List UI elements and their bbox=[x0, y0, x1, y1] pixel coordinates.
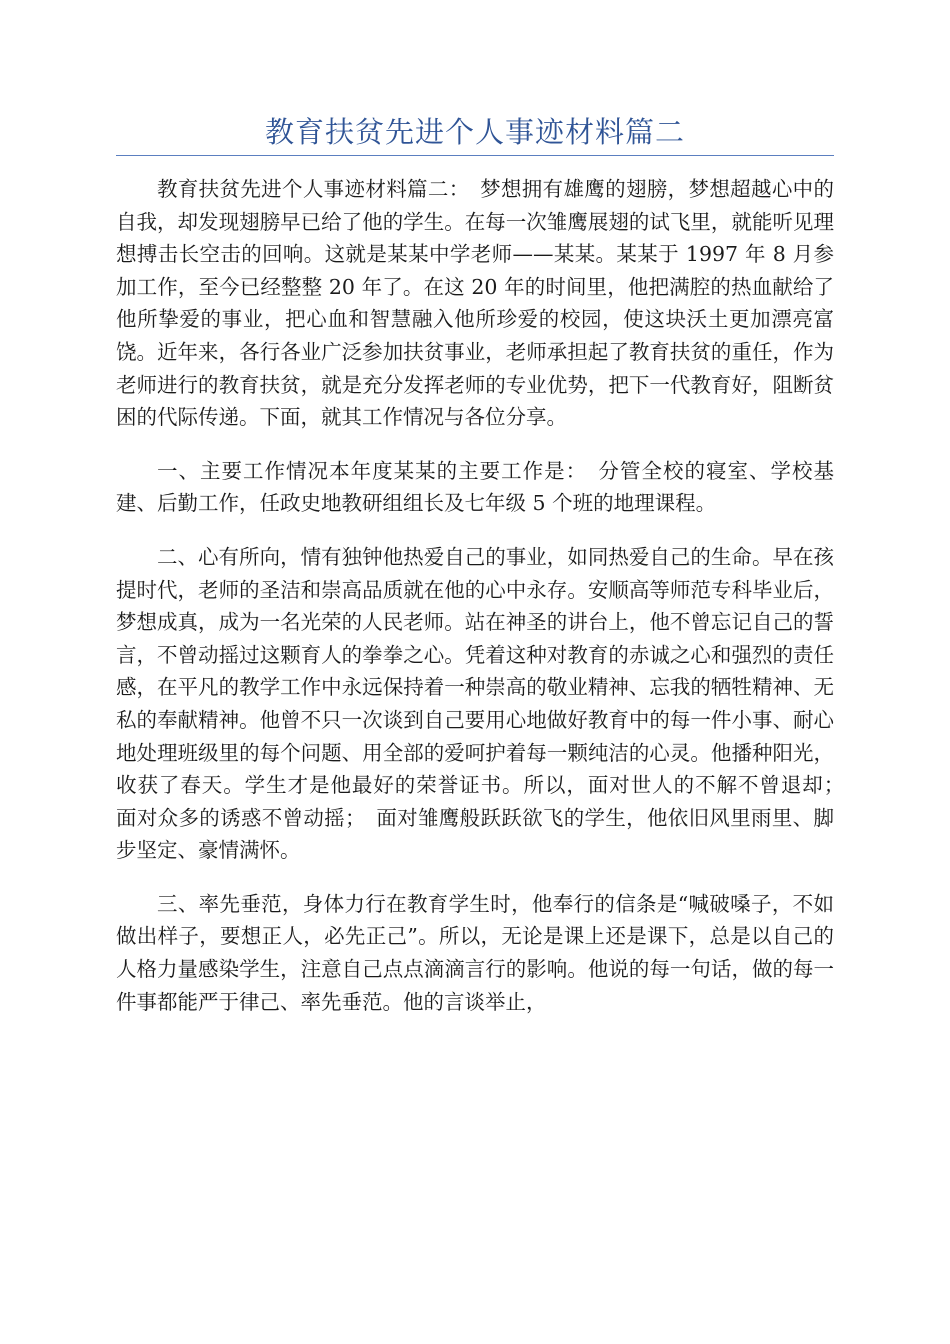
paragraph-role-model: 三、率先垂范，身体力行在教育学生时，他奉行的信条是“喊破嗓子，不如做出样子，要想正人，必先正己”。所以，无论是课上还是课下，总是以自己的人格力量感染学生，注意自己点点滴滴言行的影响。他说的每一句话，做的每一件事都能严于律己、率先垂范。他的言谈举止， bbox=[116, 891, 834, 1014]
paragraph-intro: 教育扶贫先进个人事迹材料篇二： 梦想拥有雄鹰的翅膀，梦想超越心中的自我，却发现翅膀早已给了他的学生。在每一次雏鹰展翅的试飞里，就能听见理想搏击长空击的回响。这就是某某中学老师——某某。某某于 1997 年 8 月参加工作，至今已经整整 20 年了。在这 20 年的时间里，他把满腔的热血献给了他所挚爱的事业，把心血和智慧融入他所珍爱的校园，使这块沃土更加漂亮富饶。近年来，各行各业广泛参加扶贫事业，老师承担起了教育扶贫的重任，作为老师进行的教育扶贫，就是充分发挥老师的专业优势，把下一代教育好，阻断贫困的代际传递。下面，就其工作情况与各位分享。 bbox=[116, 177, 834, 430]
document-title: 教育扶贫先进个人事迹材料篇二 bbox=[264, 115, 685, 149]
paragraph-dedication: 二、心有所向，情有独钟他热爱自己的事业，如同热爱自己的生命。早在孩提时代，老师的圣洁和崇高品质就在他的心中永存。安顺高等师范专科毕业后，梦想成真，成为一名光荣的人民老师。站在神圣的讲台上，他不曾忘记自己的誓言，不曾动摇过这颗育人的拳拳之心。凭着这种对教育的赤诚之心和强烈的责任感，在平凡的教学工作中永远保持着一种崇高的敬业精神、忘我的牺牲精神、无私的奉献精神。他曾不只一次谈到自己要用心地做好教育中的每一件小事、耐心地处理班级里的每个问题、用全部的爱呵护着每一颗纯洁的心灵。他播种阳光，收获了春天。学生才是他最好的荣誉证书。所以，面对世人的不解不曾退却； 面对众多的诱惑不曾动摇； 面对雏鹰般跃跃欲飞的学生，他依旧风里雨里、脚步坚定、豪情满怀。 bbox=[116, 544, 855, 863]
document-body bbox=[116, 173, 855, 1018]
title-underline bbox=[116, 155, 834, 156]
paragraph-main-work: 一、主要工作情况本年度某某的主要工作是： 分管全校的寝室、学校基建、后勤工作，任政史地教研组组长及七年级 5 个班的地理课程。 bbox=[116, 458, 834, 516]
